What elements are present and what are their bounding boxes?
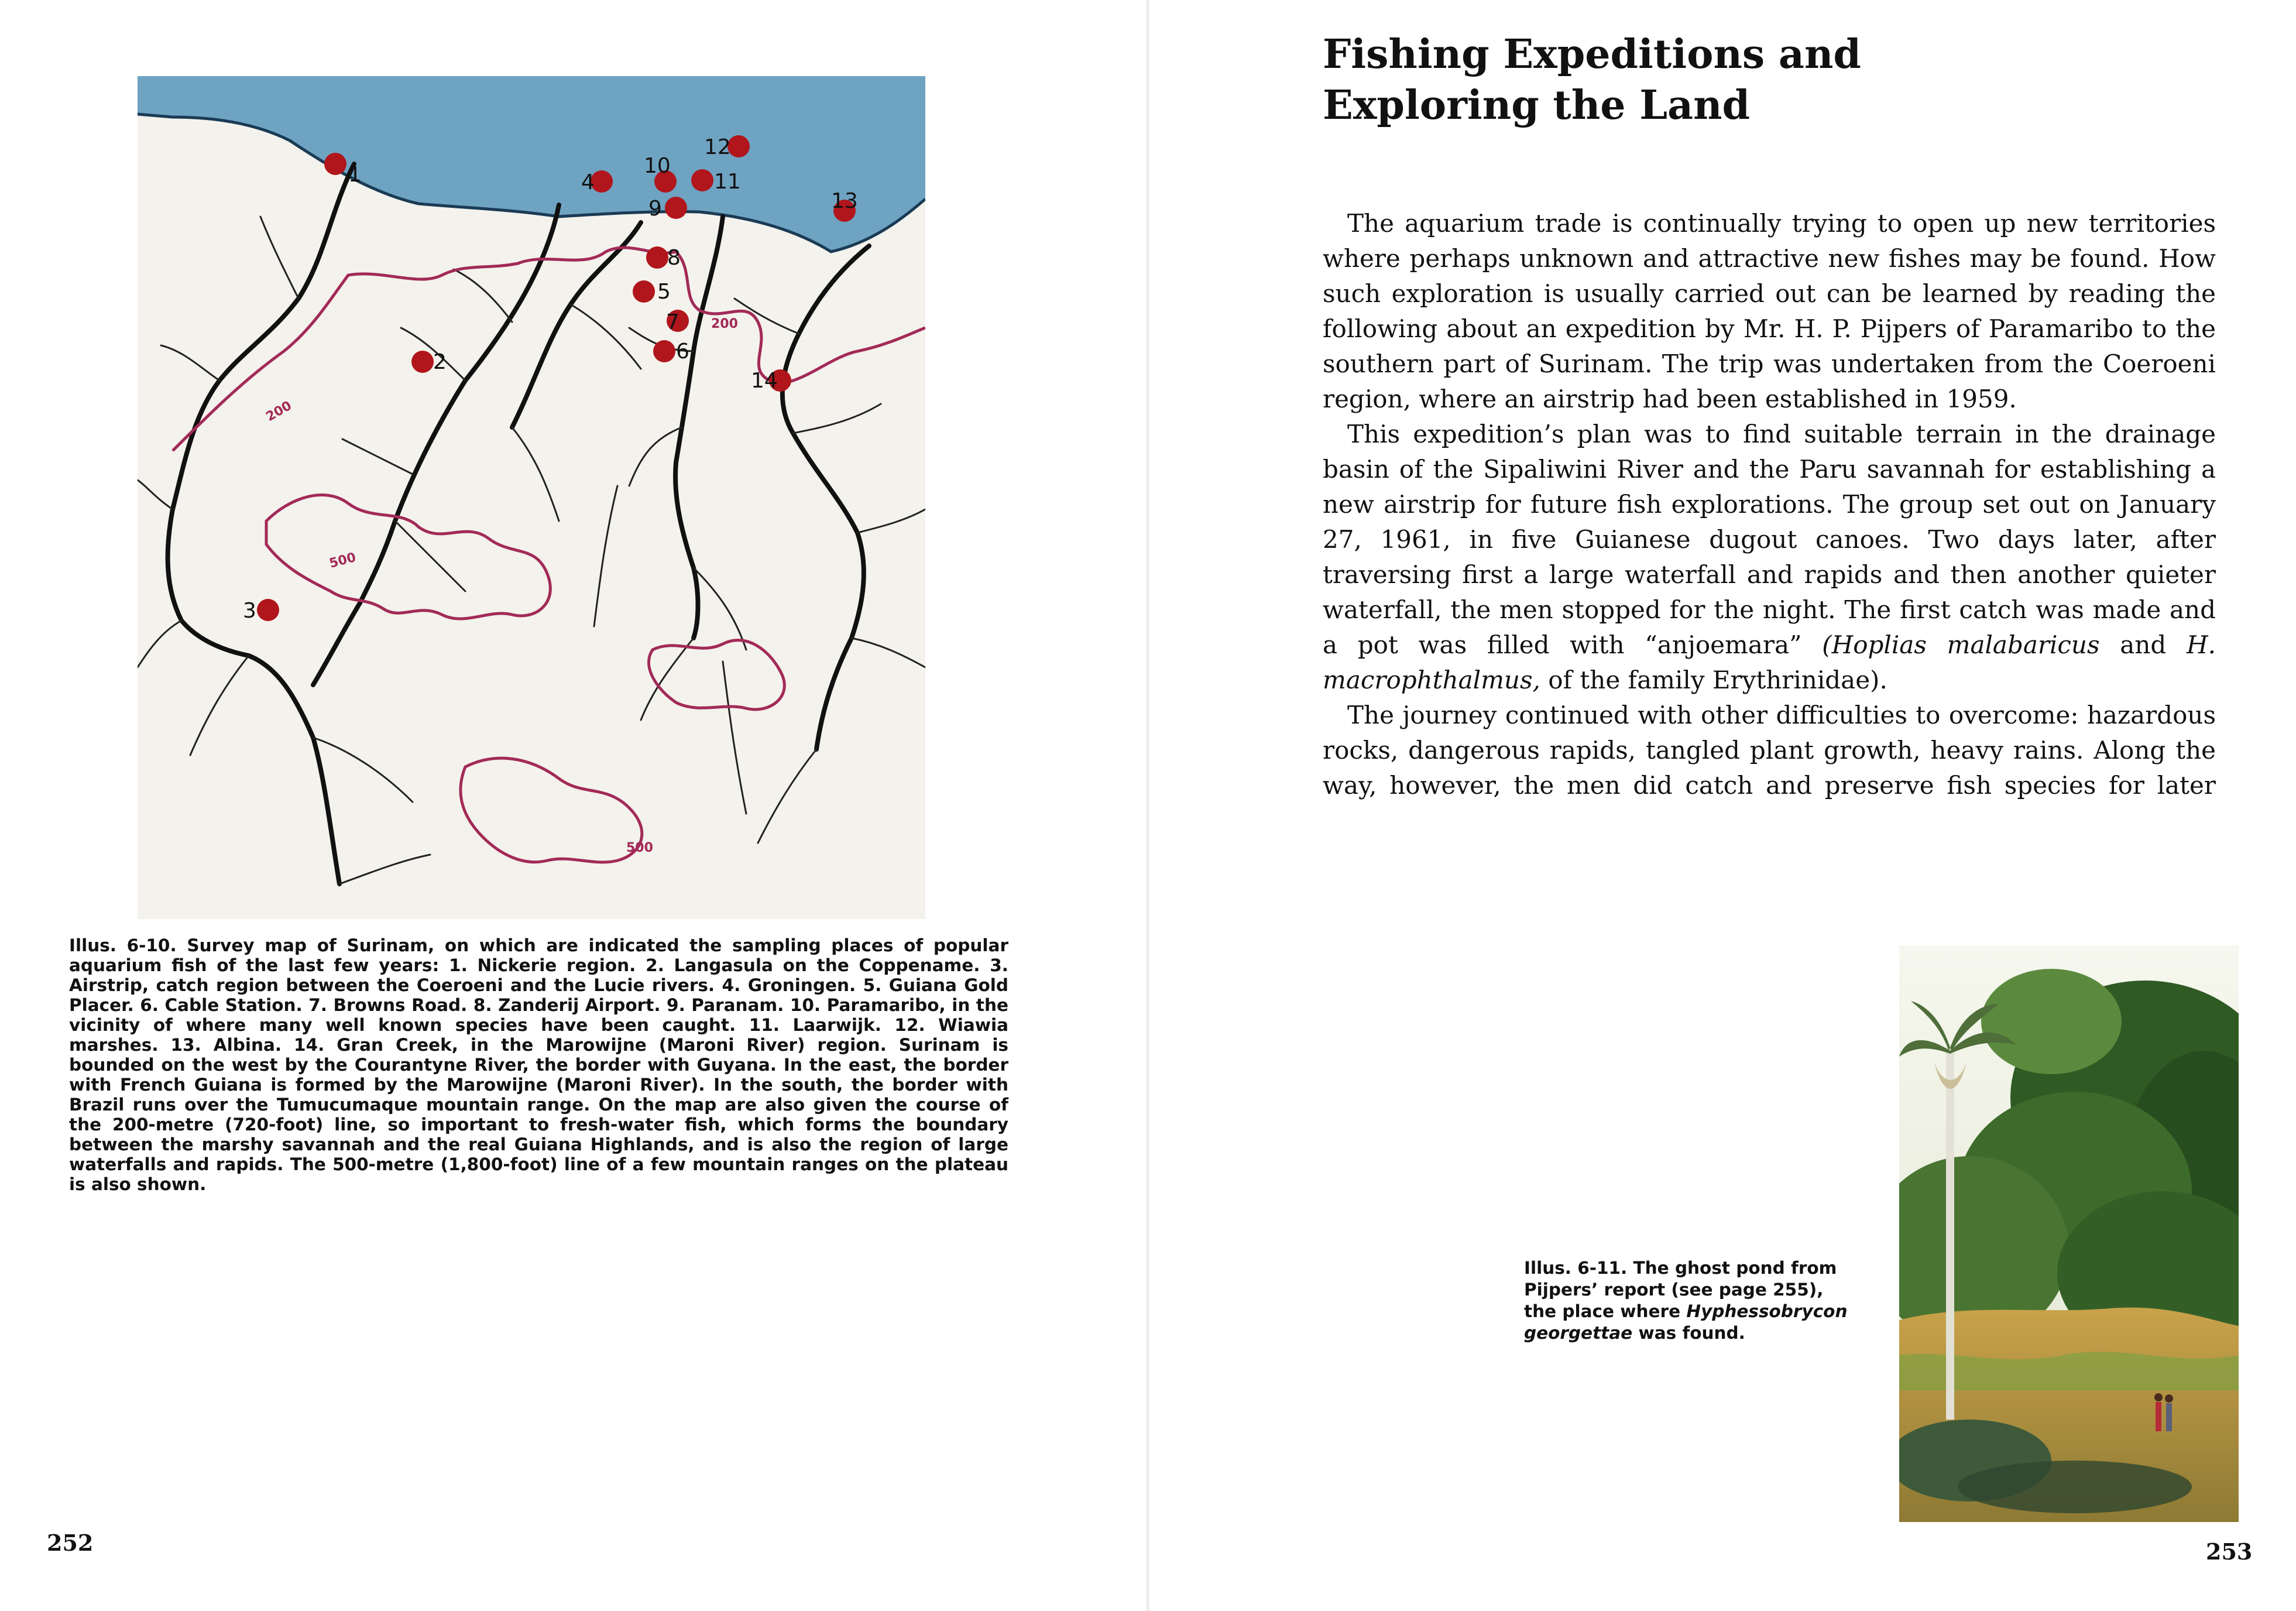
contour-label: 200 (263, 398, 294, 425)
marker-label: 14 (751, 369, 778, 393)
marker-12 (704, 135, 750, 159)
contour-label: 500 (626, 841, 653, 855)
marker-label: 8 (667, 246, 681, 270)
map-caption: Illus. 6-10. Survey map of Surinam, on which are indicated the sampling places of popular aquarium fish of the last few years: 1. Nickerie region. 2. Langasula on the Coppename. 3. Airstrip, catch region between the Coeroeni and the Lucie rivers. 4. Groningen. 5. Guiana Gold Placer. 6. Cable Station. 7. Browns Road. 8. Zanderij Airport. 9. Paranam. 10. Paramaribo, in the vicinity of where many well known species have been caught. 11. Laarwijk. 12. Wiawia marshes. 13. Albina. 14. Gran Creek, in the Marowijne (Maroni River) region. Surinam is bounded on the west by the Courantyne River, the border with Guyana. In the east, the border with French Guiana is formed by the Marowijne (Maroni River). In the south, the border with Brazil runs over the Tumucumaque mountain range. On the map are also given the course of the 200-metre (720-foot) line, so important to fresh-water fish, which forms the boundary between the marshy savannah and the real Guiana Highlands, and is also the region of large waterfalls and rapids. The 500-metre (1,800-foot) line of a few mountain ranges on the plateau is also shown. (69, 935, 1008, 1194)
marker-14 (751, 369, 791, 393)
page-number-right: 253 (2206, 1538, 2253, 1565)
marker-label: 13 (831, 189, 858, 213)
marker-label: 3 (243, 599, 256, 623)
species-name: Hyphessobrycon georgettae (1524, 1301, 1848, 1343)
species-name: (Hoplias malabaricus (1822, 630, 2100, 659)
contour-label: 200 (711, 317, 738, 331)
heading-line-1: Fishing Expeditions and (1323, 31, 1861, 78)
marker-label: 1 (348, 163, 362, 187)
marker-8 (646, 246, 681, 270)
species-name: H. macrophthalmus, (1323, 630, 2216, 694)
marker-label: 5 (657, 280, 671, 304)
marker-11 (691, 169, 741, 194)
conjunction: and (2099, 630, 2187, 659)
surinam-survey-map (138, 76, 925, 919)
marker-label: 10 (644, 154, 671, 178)
paragraph-2-text: of the family Erythrinidae). (1540, 666, 1887, 694)
section-heading (1323, 29, 2025, 131)
photo-caption-text: Illus. 6-11. The ghost pond from Pijpers’ report (see page 255), the place where (1524, 1258, 1837, 1321)
ghost-pond-photo (1899, 945, 2239, 1522)
marker-label: 7 (666, 310, 679, 334)
marker-label: 2 (433, 350, 447, 374)
paragraph-2 (1323, 417, 2216, 698)
marker-label: 4 (581, 170, 595, 194)
paragraph-1: The aquarium trade is continually trying to open up new territories where perhaps unknown and attractive new fishes may be found. How such exploration is usually carried out can be learned by reading the following about an expedition by Mr. H. P. Pijpers of Paramaribo to the southern part of Surinam. The trip was undertaken from the Coeroeni region, where an airstrip had been established in 1959. (1323, 209, 2216, 413)
contour-label: 500 (328, 550, 358, 571)
body-text (1323, 206, 2216, 803)
paragraph-3: The journey continued with other difficulties to overcome: hazardous rocks, dangerous rapids, tangled plant growth, heavy rains. Along the way, however, the men did catch and preserve fish species for later (1323, 701, 2216, 800)
photo-caption-text: was found. (1632, 1323, 1745, 1343)
paragraph-2-text: This expedition’s plan was to find suitable terrain in the drainage basin of the Sipaliwini River and the Paru savannah for establishing a new airstrip for future fish explorations. The group set out on January 27, 1961, in five Guianese dugout canoes. Two days later, after traversing first a large waterfall and rapids and then another quieter waterfall, the men stopped for the night. The first catch was made and a pot was filled with “anjoemara” (1323, 420, 2216, 659)
marker-label: 9 (648, 197, 662, 221)
photo-caption (1524, 1257, 1860, 1344)
marker-2 (411, 350, 447, 374)
right-page (1148, 0, 2296, 1611)
marker-label: 11 (714, 170, 741, 194)
marker-label: 6 (676, 340, 689, 364)
marker-label: 12 (704, 135, 731, 159)
heading-line-2: Exploring the Land (1323, 82, 1751, 129)
page-number-left: 252 (47, 1530, 94, 1556)
left-page (0, 0, 1147, 1611)
